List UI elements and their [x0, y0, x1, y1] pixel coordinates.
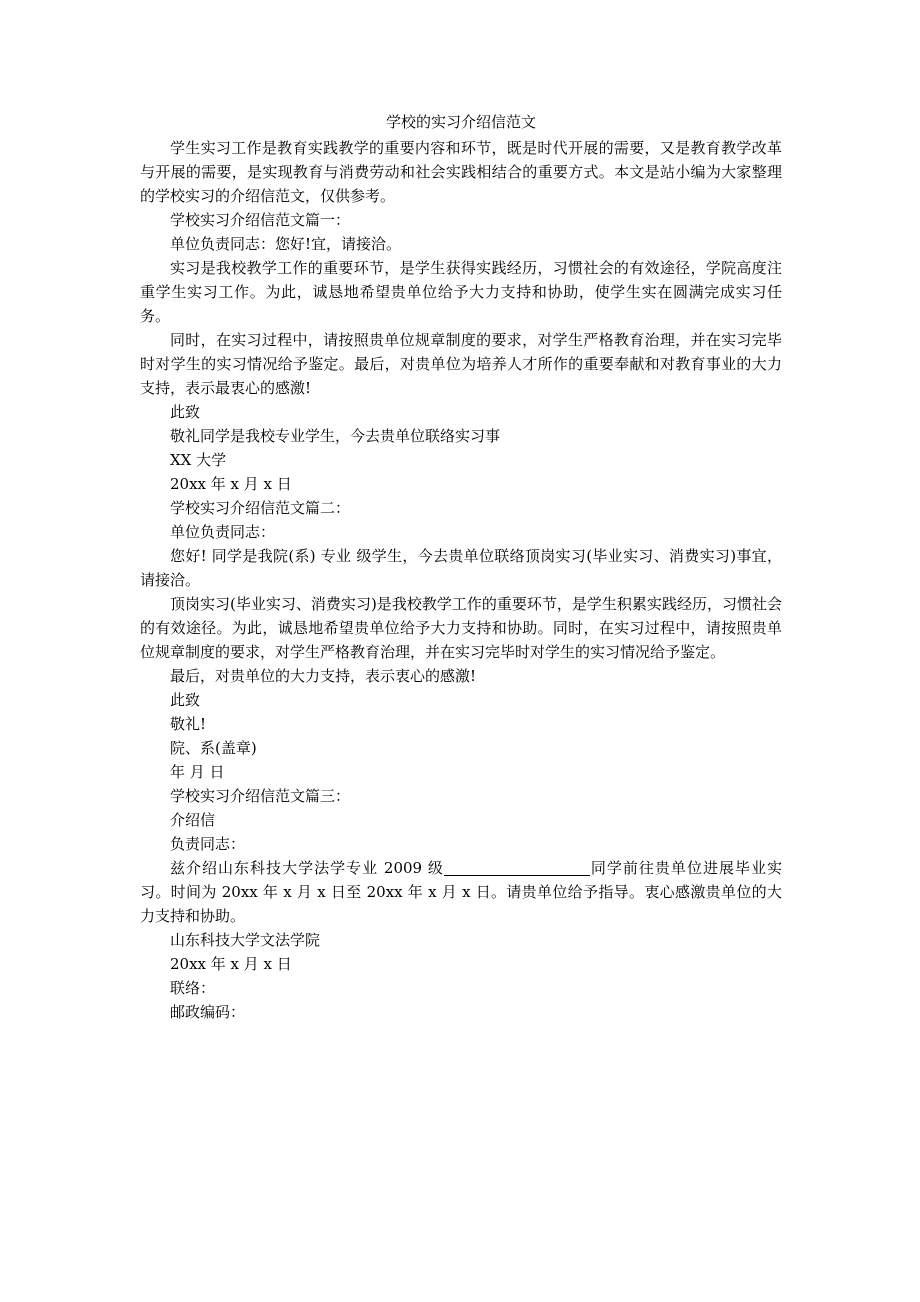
document-title: 学校的实习介绍信范文 [385, 113, 536, 131]
section-heading-3: 学校实习介绍信范文篇三： [170, 787, 351, 805]
paragraph-intro: 学生实习工作是教育实践教学的重要内容和环节，既是时代开展的需要，又是教育教学改革与开展的需要，是实现教育与消费劳动和社会实践相结合的重要方式。本文是站小编为大家整理的学校实习的介绍信范文，仅供参考。 [140, 139, 782, 205]
signature-department-seal: 院、系(盖章) [170, 739, 257, 757]
paragraph-body-2b: 顶岗实习(毕业实习、消费实习)是我校教学工作的重要环节，是学生积累实践经历，习惯社会的有效途径。为此，诚恳地希望贵单位给予大力支持和协助。同时，在实习过程中，请按照贵单位规章制度的要求，对学生严格教育治理，并在实习完毕时对学生的实习情况给予鉴定。 [140, 595, 782, 661]
closing-jingli-2: 敬礼! [170, 715, 207, 733]
document-page [140, 110, 782, 1024]
paragraph-body-1a: 实习是我校教学工作的重要环节，是学生获得实践经历，习惯社会的有效途径，学院高度注重学生实习工作。为此，诚恳地希望贵单位给予大力支持和协助，使学生实在圆满完成实习任务。 [140, 259, 782, 325]
date-2: 年 月 日 [170, 763, 225, 781]
closing-cizhi-1: 此致 [170, 403, 201, 421]
postal-code-label: 邮政编码： [170, 1003, 246, 1021]
document-body [140, 136, 782, 1024]
contact-label: 联络： [170, 979, 216, 997]
date-1: 20xx 年 x 月 x 日 [170, 475, 292, 493]
salutation-2: 单位负责同志： [170, 523, 276, 541]
paragraph-body-3 [140, 856, 782, 928]
signature-school: 山东科技大学文法学院 [170, 931, 321, 949]
closing-cizhi-2: 此致 [170, 691, 201, 709]
body-3-after-blank: 同学前往贵单位进展毕业实习。时间为 20xx 年 x 月 x 日至 20xx 年 x 月 x 日。请贵单位给予指导。衷心感激贵单位的大力支持和协助。 [140, 859, 782, 925]
closing-jingli-1: 敬礼同学是我校专业学生，今去贵单位联络实习事 [170, 427, 501, 445]
paragraph-body-1b: 同时，在实习过程中，请按照贵单位规章制度的要求，对学生严格教育治理，并在实习完毕时对学生的实习情况给予鉴定。最后，对贵单位为培养人才所作的重要奉献和对教育事业的大力支持，表示最衷心的感激! [140, 331, 782, 397]
paragraph-body-2a: 您好! 同学是我院(系) 专业 级学生，今去贵单位联络顶岗实习(毕业实习、消费实习)事宜，请接洽。 [140, 547, 782, 589]
signature-university: XX 大学 [170, 451, 227, 469]
salutation-3: 负责同志： [170, 835, 246, 853]
section-heading-1: 学校实习介绍信范文篇一： [170, 211, 351, 229]
section-heading-2: 学校实习介绍信范文篇二： [170, 499, 351, 517]
letter-label: 介绍信 [170, 811, 216, 829]
paragraph-body-2c: 最后，对贵单位的大力支持，表示衷心的感激! [170, 667, 477, 685]
date-3: 20xx 年 x 月 x 日 [170, 955, 292, 973]
name-fill-blank [444, 859, 590, 876]
body-3-before-blank: 兹介绍山东科技大学法学专业 2009 级 [170, 859, 444, 877]
salutation-1: 单位负责同志：您好!宜，请接洽。 [170, 235, 402, 253]
